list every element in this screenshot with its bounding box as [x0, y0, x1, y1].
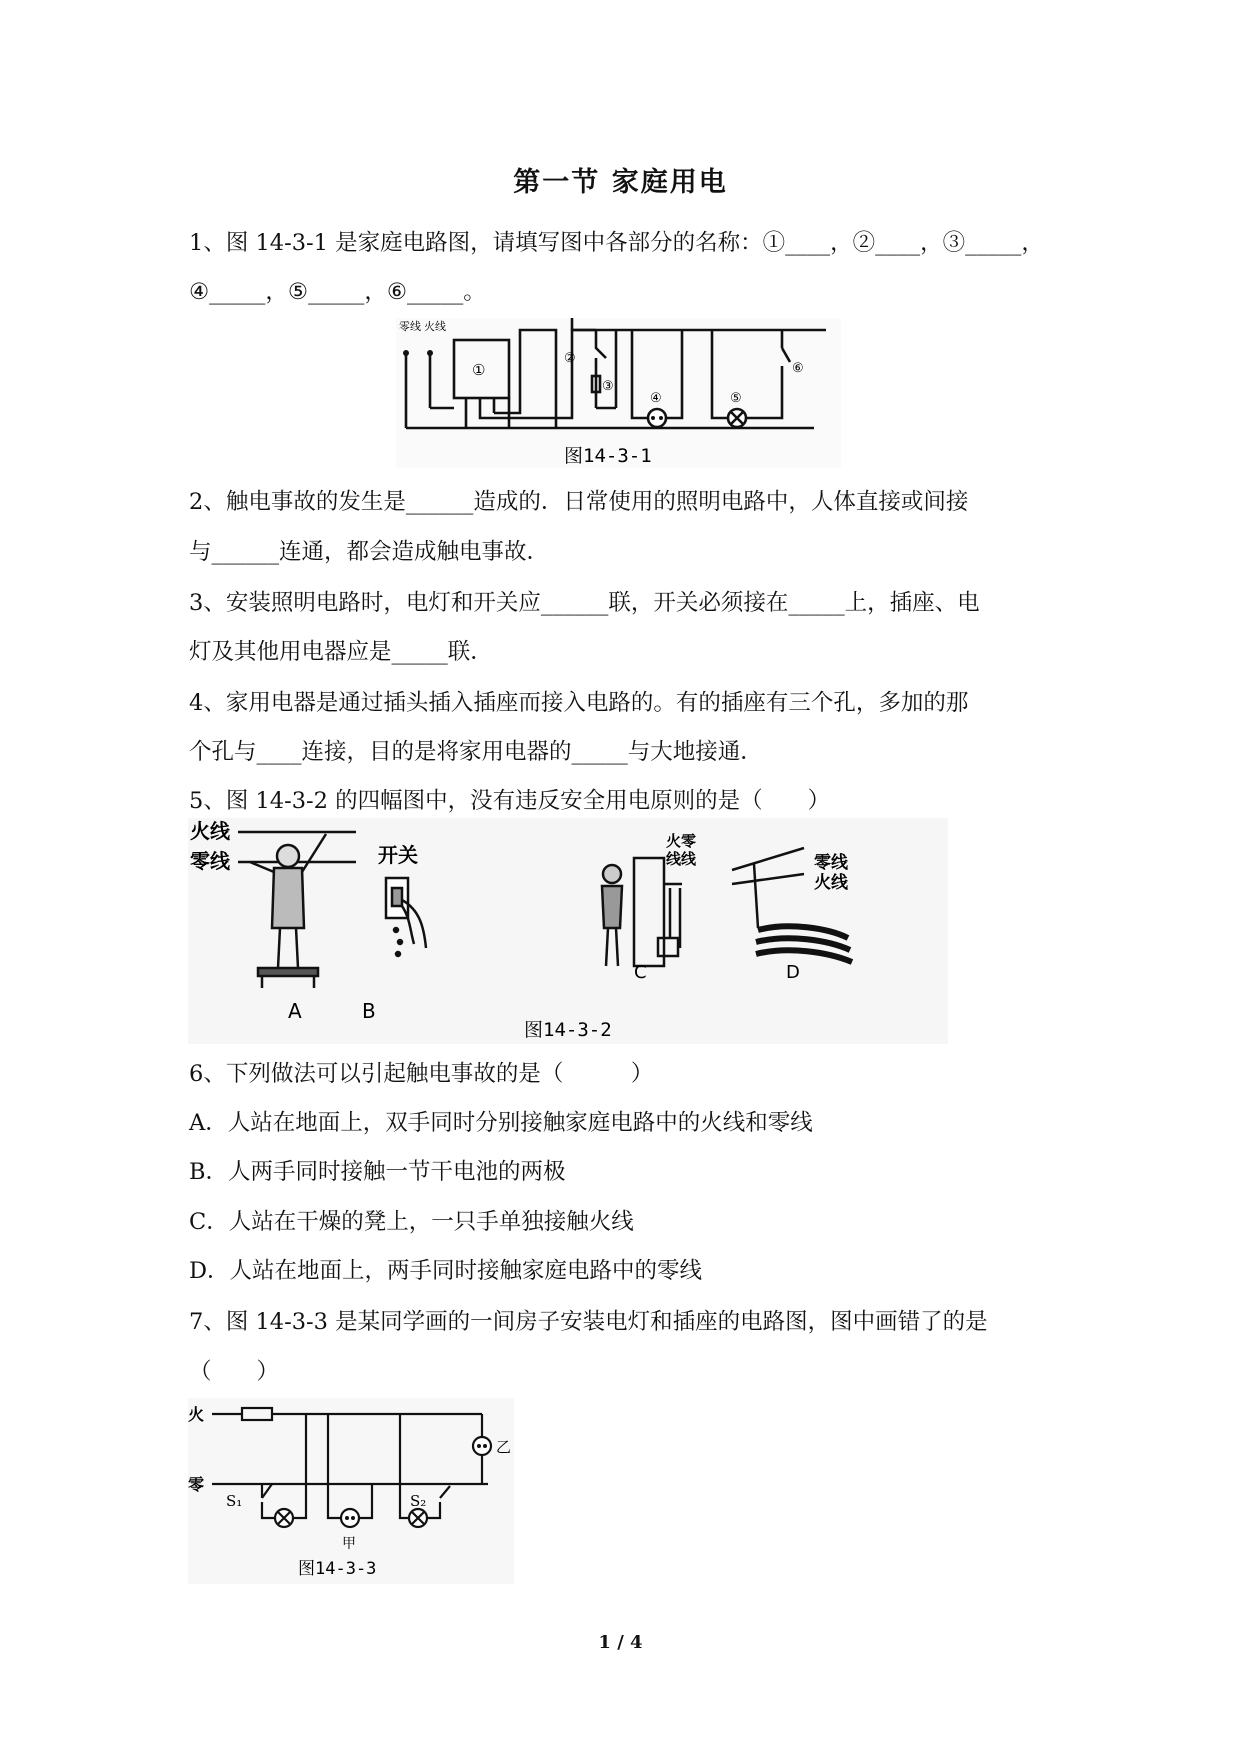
fig2-caption: 图14-3-2 [524, 1019, 612, 1041]
figure-14-3-3 [188, 1398, 514, 1584]
fig3-caption: 图14-3-3 [298, 1559, 377, 1579]
d-live-label: 火线 [814, 873, 848, 893]
label-zero-line: 零线 [399, 320, 421, 333]
label-n3: ③ [602, 379, 614, 394]
q6-option-d: D．人站在地面上，两手同时接触家庭电路中的零线 [189, 1258, 703, 1284]
q2-line1: 2、触电事故的发生是______造成的．日常使用的照明电路中，人体直接或间接 [189, 489, 969, 515]
q4-line1: 4、家用电器是通过插头插入插座而接入电路的。有的插座有三个孔，多加的那 [189, 690, 969, 716]
label-n4: ④ [650, 391, 662, 406]
figure-14-3-2 [188, 818, 948, 1044]
a-live-label: 火线 [190, 819, 230, 843]
figure-14-3-1 [396, 318, 841, 468]
fig1-caption: 图14-3-1 [564, 445, 652, 467]
scene-b-label: B [362, 999, 376, 1023]
label-n2: ② [564, 351, 576, 366]
b-switch-label: 开关 [378, 843, 418, 867]
q7-line1: 7、图 14-3-3 是某同学画的一间房子安装电灯和插座的电路图，图中画错了的是 [189, 1309, 988, 1335]
yi-label: 乙 [496, 1438, 512, 1456]
scene-a-label: A [288, 999, 302, 1023]
q1-line1: 1、图 14-3-1 是家庭电路图，请填写图中各部分的名称：①____，②____，③_____， [189, 230, 1044, 256]
q6-option-c: C．人站在干燥的凳上，一只手单独接触火线 [189, 1209, 634, 1235]
d-zero-label: 零线 [814, 853, 848, 873]
jia-label: 甲 [342, 1536, 356, 1552]
c-wire-label: 线线 [666, 850, 697, 868]
q1-line2: ④_____，⑤_____，⑥_____。 [189, 279, 486, 305]
household-circuit-diagram [396, 318, 841, 468]
scene-d-label: D [786, 962, 800, 983]
scene-c-label: C [634, 962, 647, 983]
page-title: 第一节 家庭用电 [513, 167, 728, 198]
q7-line2: （ ） [189, 1359, 280, 1385]
zero-label: 零 [188, 1475, 205, 1494]
q3-line2: 灯及其他用电器应是_____联． [189, 639, 493, 665]
q5-line: 5、图 14-3-2 的四幅图中，没有违反安全用电原则的是（ ） [189, 788, 831, 814]
c-live-zero-label: 火零 [666, 832, 697, 850]
s1-label: S₁ [226, 1492, 243, 1510]
safety-scenes-illustration [188, 818, 948, 1044]
q6-option-a: A．人站在地面上，双手同时分别接触家庭电路中的火线和零线 [189, 1110, 813, 1136]
q6-line: 6、下列做法可以引起触电事故的是（ ） [189, 1061, 654, 1087]
label-live-line: 火线 [424, 320, 446, 333]
q6-option-b: B．人两手同时接触一节干电池的两极 [189, 1159, 566, 1185]
live-label: 火 [188, 1405, 205, 1424]
room-wiring-diagram [188, 1398, 514, 1584]
label-n5: ⑤ [730, 391, 742, 406]
page-number: 1 / 4 [598, 1632, 643, 1653]
q3-line1: 3、安装照明电路时，电灯和开关应______联，开关必须接在_____上，插座、电 [189, 590, 980, 616]
label-n1: ① [472, 361, 486, 379]
a-zero-label: 零线 [190, 849, 230, 873]
label-n6: ⑥ [792, 361, 804, 376]
q2-line2: 与______连通，都会造成触电事故． [189, 539, 550, 565]
q4-line2: 个孔与____连接，目的是将家用电器的_____与大地接通． [189, 739, 763, 765]
s2-label: S₂ [410, 1492, 427, 1510]
